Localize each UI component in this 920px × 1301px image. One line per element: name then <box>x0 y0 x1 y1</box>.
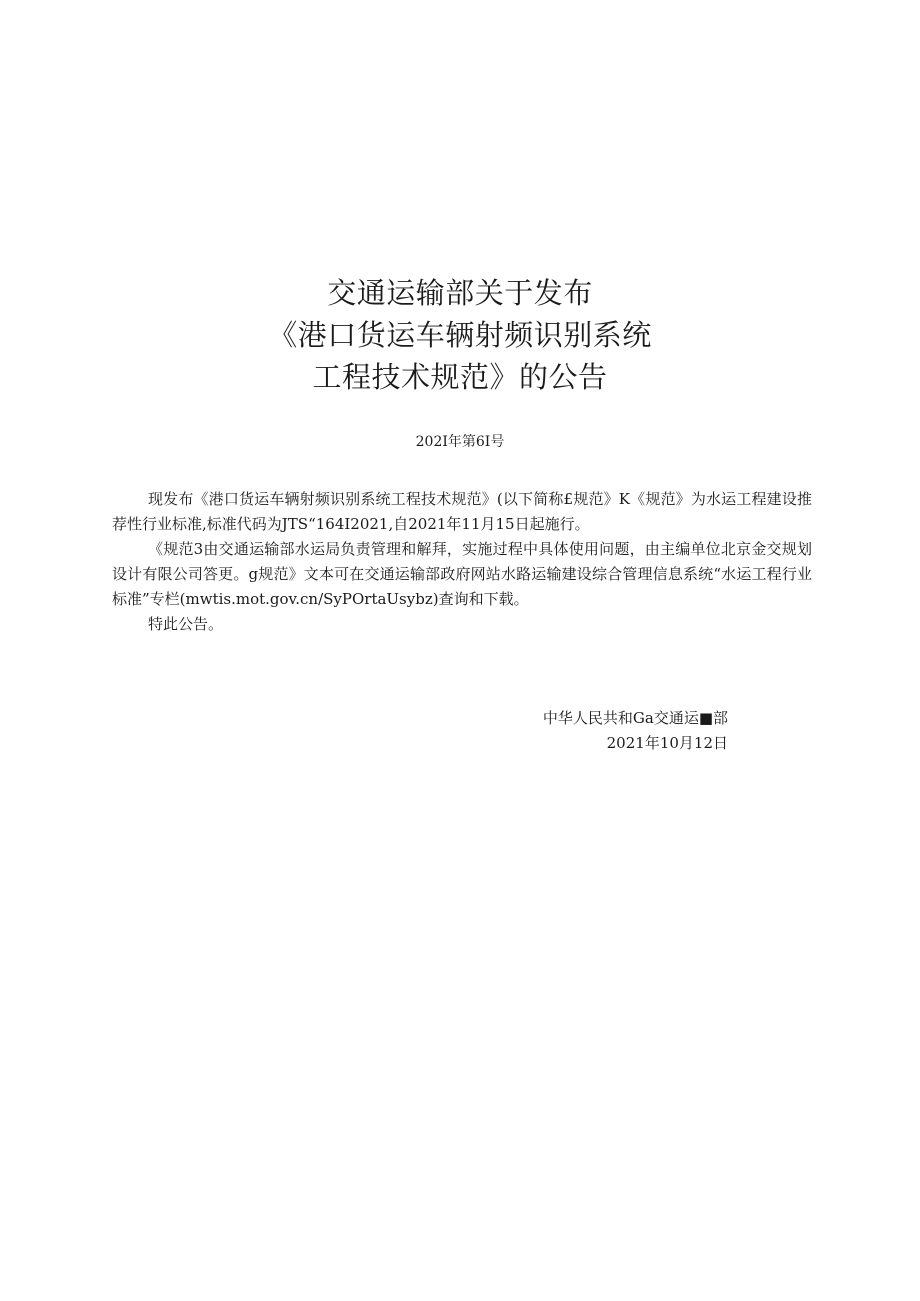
paragraph-release: 现发布《港口货运车辆射频识别系统工程技术规范》(以下简称£规范》K《规范》为水运工程建设推荐性行业标准,标准代码为JTS“164I2021,自2021年11月15日起施行。 <box>112 490 812 533</box>
signature-block <box>480 706 728 756</box>
document-number: 202I年第6I号 <box>415 434 505 450</box>
paragraph-closing: 特此公告。 <box>148 615 224 633</box>
title-line-2: 《港口货运车辆射频识别系统 <box>268 318 652 352</box>
title-line-3: 工程技术规范》的公告 <box>312 360 608 394</box>
issuer-name: 中华人民共和Ga交通运■部 <box>542 709 728 727</box>
paragraph-management: 《规范3由交通运输部水运局负责管理和解拜，实施过程中具体使用问题，由主编单位北京金交规划设计有限公司答更。g规范》文本可在交通运输部政府网站水路运输建设综合管理信息系统“水运工程行业标准”专栏(mwtis.mot.gov.cn/SyPOrtaUsybz)查询和下载。 <box>112 540 812 608</box>
announcement-body <box>112 487 812 637</box>
announcement-title <box>0 272 920 398</box>
issue-date: 2021年10月12日 <box>606 734 728 752</box>
title-line-1: 交通运输部关于发布 <box>327 276 593 310</box>
